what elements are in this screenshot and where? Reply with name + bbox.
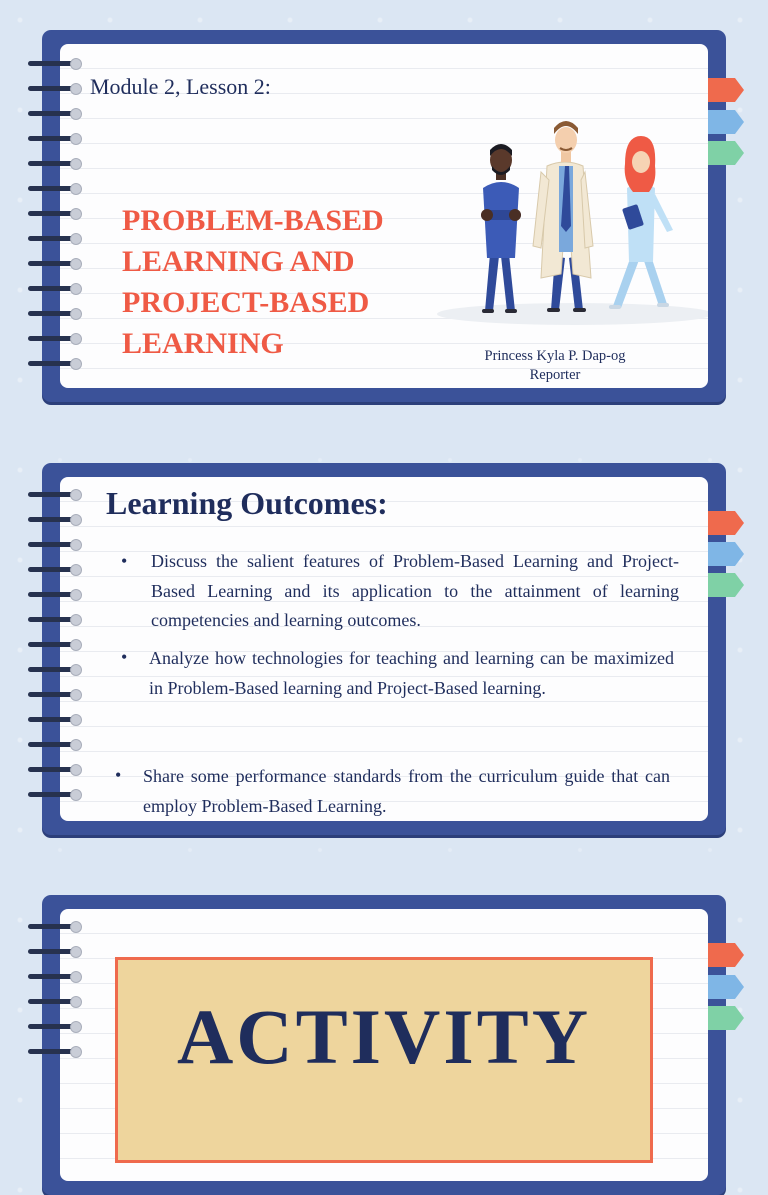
notebook-page: [60, 44, 708, 388]
bullet-icon: •: [121, 551, 128, 571]
bookmark-tab-blue: [708, 110, 744, 134]
bookmark-tab-red: [708, 511, 744, 535]
reporter-name: Princess Kyla P. Dap-og: [484, 348, 626, 364]
slide-activity: [42, 895, 726, 1195]
activity-title: ACTIVITY: [176, 993, 592, 1080]
bullet-icon: •: [121, 647, 128, 667]
lesson-title-line: LEARNING: [122, 327, 284, 360]
slide-title: [42, 30, 726, 402]
bookmark-tab-green: [708, 573, 744, 597]
outcome-item: Share some performance standards from the curriculum guide that can employ Problem-Based Learning.: [143, 766, 670, 816]
module-label: Module 2, Lesson 2:: [90, 74, 271, 99]
reporter-role: Reporter: [529, 367, 581, 383]
doctor-figure-icon: [533, 121, 593, 312]
outcome-item: Discuss the salient features of Problem-Based Learning and Project-Based Learning and its application to the attainment of learning competencies and learning outcomes.: [151, 551, 679, 630]
lesson-title: [122, 200, 384, 364]
nurse-clipboard-figure-icon: [609, 136, 673, 309]
reporter-credit: [455, 347, 655, 385]
lesson-title-line: LEARNING AND: [122, 245, 355, 278]
bookmark-tab-green: [708, 1006, 744, 1030]
bookmark-tab-blue: [708, 542, 744, 566]
notebook-page: [60, 909, 708, 1181]
notebook-page: [60, 477, 708, 821]
bookmark-tab-blue: [708, 975, 744, 999]
lesson-title-line: PROBLEM-BASED: [122, 204, 384, 237]
nurse-figure-icon: [481, 144, 521, 313]
bullet-icon: •: [115, 765, 122, 785]
slide-learning-outcomes: [42, 463, 726, 835]
activity-box: [115, 957, 653, 1163]
outcome-item: Analyze how technologies for teaching and learning can be maximized in Problem-Based learning and Project-Based learning.: [149, 648, 674, 698]
medical-staff-illustration: [435, 106, 708, 326]
bookmark-tab-red: [708, 943, 744, 967]
lesson-title-line: PROJECT-BASED: [122, 286, 370, 319]
bookmark-tab-green: [708, 141, 744, 165]
bookmark-tab-red: [708, 78, 744, 102]
section-heading: Learning Outcomes:: [106, 485, 388, 521]
